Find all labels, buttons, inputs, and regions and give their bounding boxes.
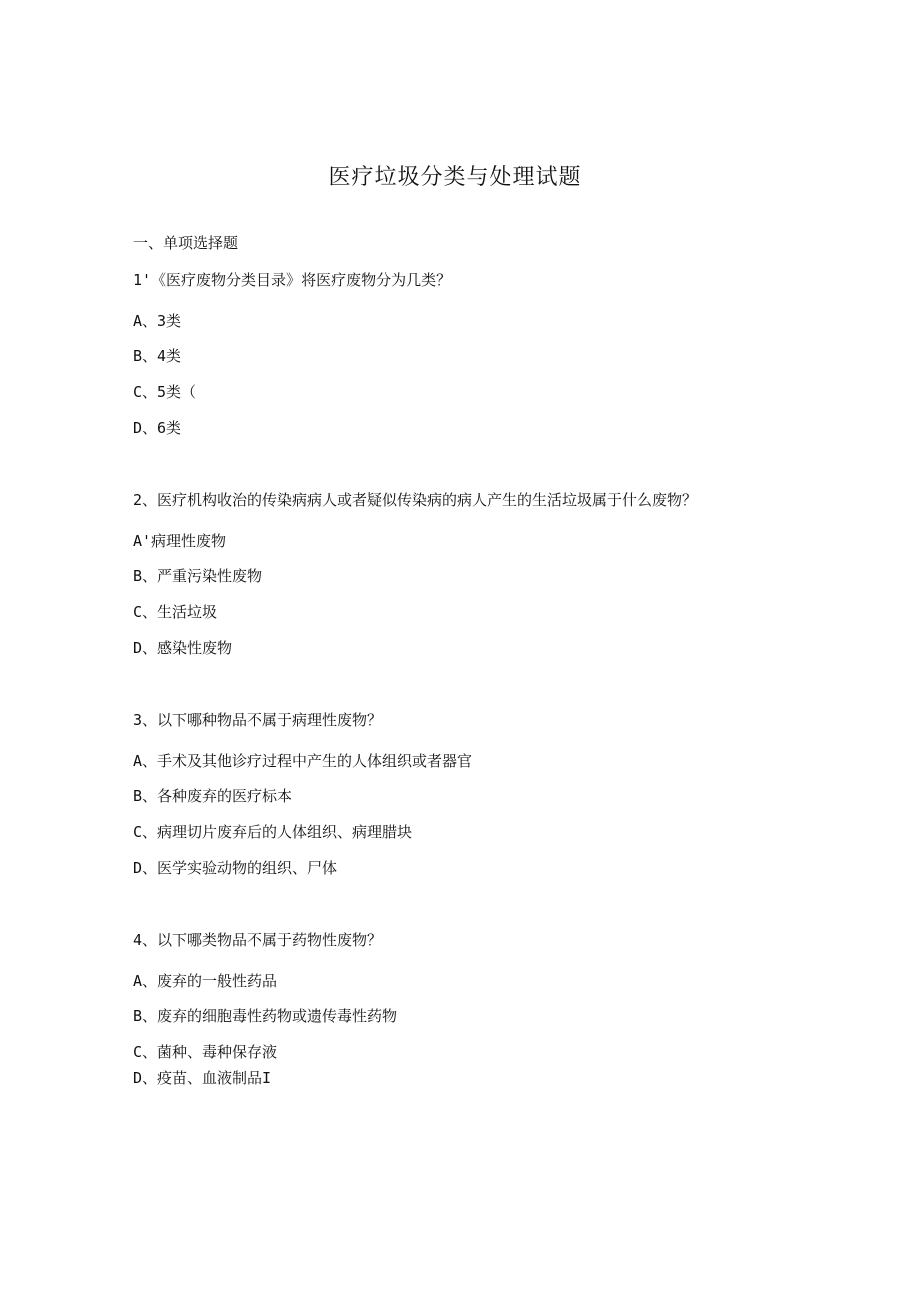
question-3-option-c: C、病理切片废弃后的人体组织、病理腊块 bbox=[133, 823, 413, 841]
question-4-option-b: B、废弃的细胞毒性药物或遗传毒性药物 bbox=[133, 1007, 398, 1025]
question-2-option-d: D、感染性废物 bbox=[133, 639, 233, 657]
question-2-stem: 2、医疗机构收治的传染病病人或者疑似传染病的病人产生的生活垃圾属于什么废物？ bbox=[133, 491, 698, 509]
question-3-stem: 3、以下哪种物品不属于病理性废物？ bbox=[133, 711, 383, 729]
document-title: 医疗垃圾分类与处理试题 bbox=[328, 165, 582, 190]
question-1-option-c: C、5类（ bbox=[133, 383, 197, 401]
question-1-option-b: B、4类 bbox=[133, 347, 182, 365]
question-4-option-d: D、疫苗、血液制品I bbox=[133, 1069, 272, 1087]
question-1-option-d: D、6类 bbox=[133, 419, 182, 437]
question-4-option-c: C、菌种、毒种保存液 bbox=[133, 1043, 278, 1061]
question-3-option-b: B、各种废弃的医疗标本 bbox=[133, 787, 293, 805]
question-2-option-b: B、严重污染性废物 bbox=[133, 567, 263, 585]
question-1-stem: 1'《医疗废物分类目录》将医疗废物分为几类？ bbox=[133, 271, 452, 289]
question-4-option-a: A、废弃的一般性药品 bbox=[133, 972, 278, 990]
question-4-stem: 4、以下哪类物品不属于药物性废物？ bbox=[133, 931, 383, 949]
question-1-option-a: A、3类 bbox=[133, 312, 182, 330]
question-2-option-a: A'病理性废物 bbox=[133, 532, 227, 550]
section-heading: 一、单项选择题 bbox=[133, 234, 239, 252]
question-3-option-d: D、医学实验动物的组织、尸体 bbox=[133, 859, 338, 877]
question-3-option-a: A、手术及其他诊疗过程中产生的人体组织或者器官 bbox=[133, 752, 473, 770]
question-2-option-c: C、生活垃圾 bbox=[133, 603, 218, 621]
